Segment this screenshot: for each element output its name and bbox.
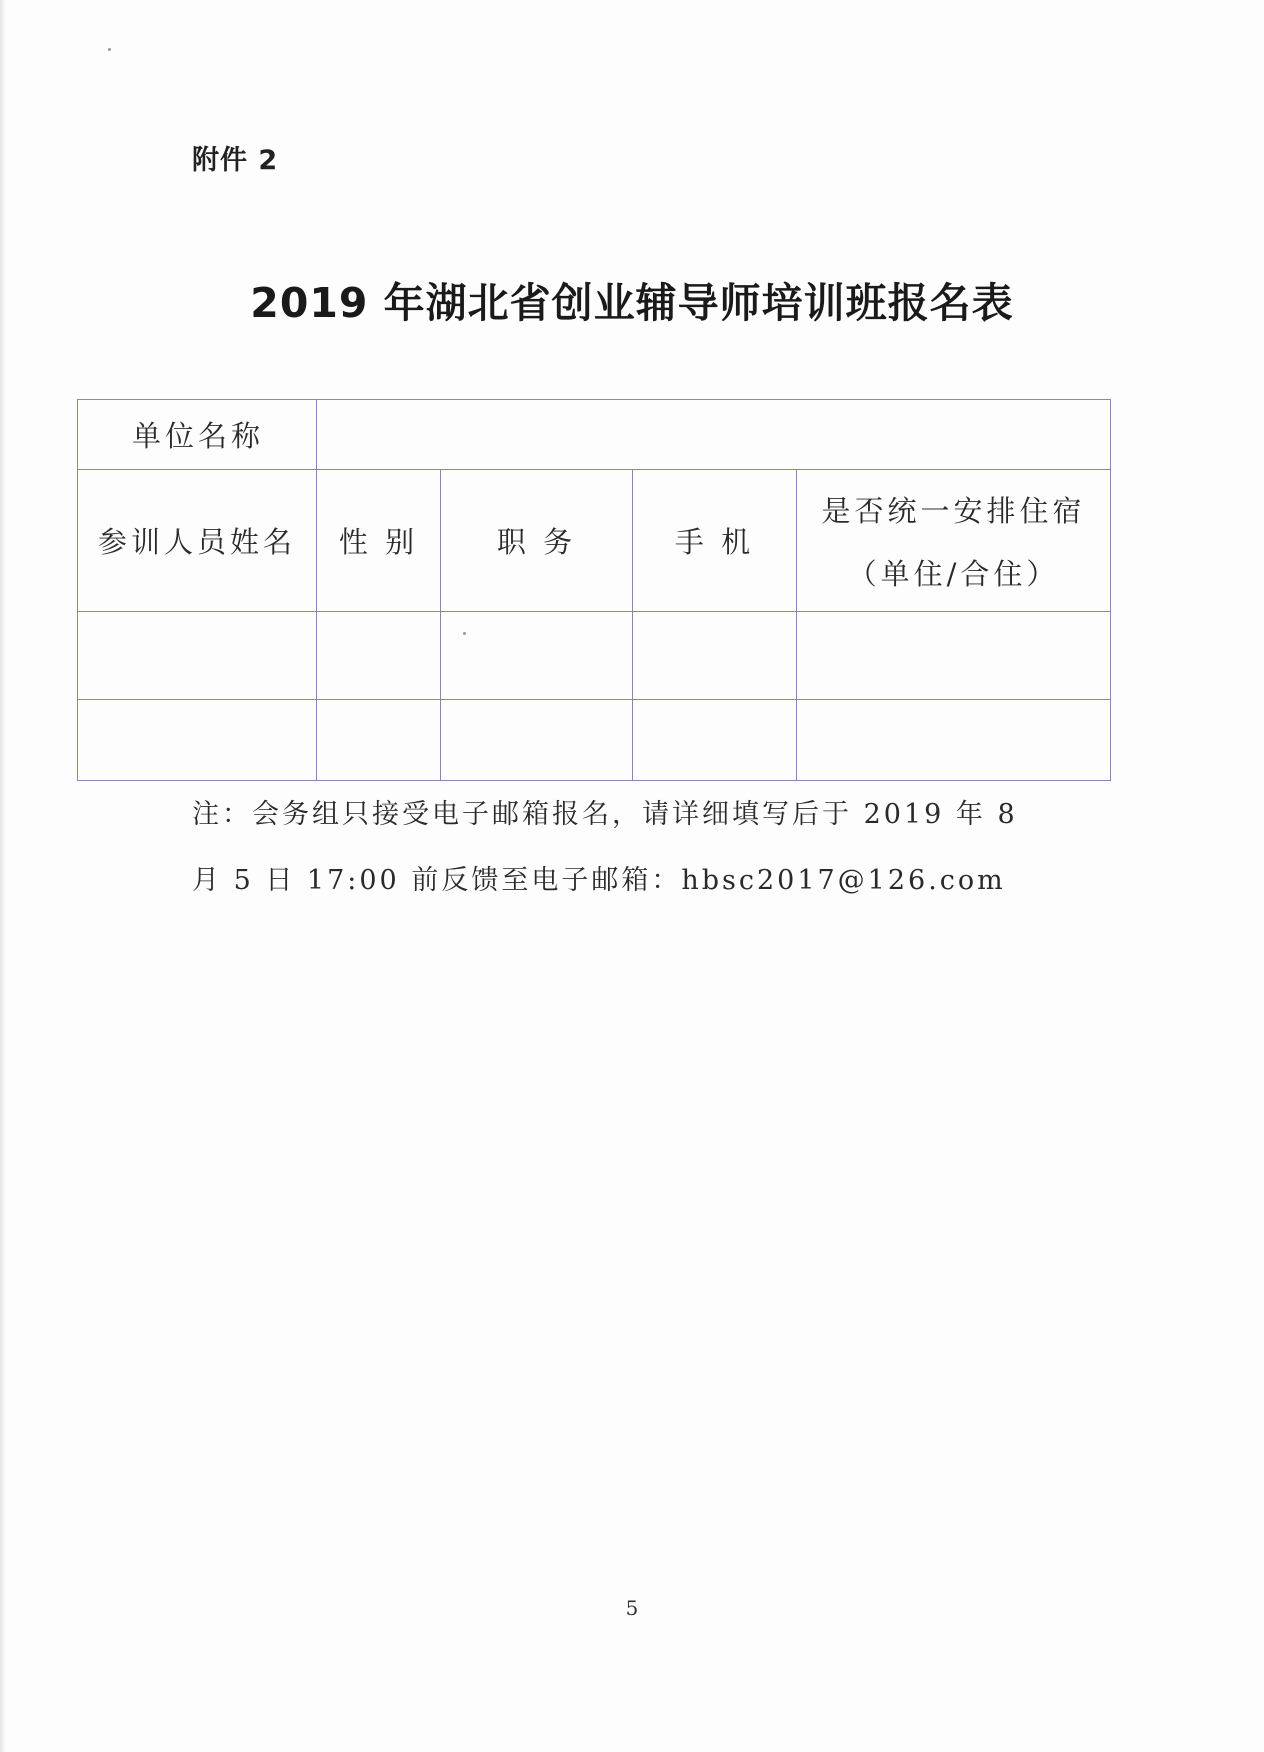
cell-name[interactable]: [78, 700, 317, 781]
scan-speck: [463, 632, 466, 635]
note-line-1: 注：会务组只接受电子邮箱报名，请详细填写后于 2019 年 8: [192, 799, 1018, 830]
attachment-label: 附件 2: [192, 145, 279, 176]
table-header-row: [78, 470, 1111, 612]
page-number: 5: [625, 1596, 639, 1620]
table-row-unit: [78, 400, 1111, 470]
header-phone: 手 机: [633, 470, 797, 612]
header-position: 职 务: [441, 470, 633, 612]
header-lodging-line2: （单住/合住）: [847, 556, 1060, 591]
unit-name-cell[interactable]: [317, 400, 1111, 470]
cell-gender[interactable]: [317, 612, 441, 700]
note-line-2: 月 5 日 17:00 前反馈至电子邮箱：hbsc2017@126.com: [192, 865, 1006, 896]
scan-edge: [0, 0, 6, 1752]
cell-lodging[interactable]: [797, 700, 1111, 781]
cell-gender[interactable]: [317, 700, 441, 781]
header-gender: 性 别: [317, 470, 441, 612]
unit-name-label: 单位名称: [78, 400, 317, 470]
cell-position[interactable]: [441, 612, 633, 700]
cell-name[interactable]: [78, 612, 317, 700]
table-row: [78, 700, 1111, 781]
cell-phone[interactable]: [633, 700, 797, 781]
header-name: 参训人员姓名: [78, 470, 317, 612]
header-lodging-line1: 是否统一安排住宿: [821, 493, 1086, 528]
table-row: [78, 612, 1111, 700]
header-lodging: [797, 470, 1111, 612]
cell-phone[interactable]: [633, 612, 797, 700]
page-title: 2019 年湖北省创业辅导师培训班报名表: [250, 279, 1014, 327]
cell-lodging[interactable]: [797, 612, 1111, 700]
cell-position[interactable]: [441, 700, 633, 781]
scan-speck: [108, 48, 111, 51]
registration-form-table: [77, 399, 1111, 781]
